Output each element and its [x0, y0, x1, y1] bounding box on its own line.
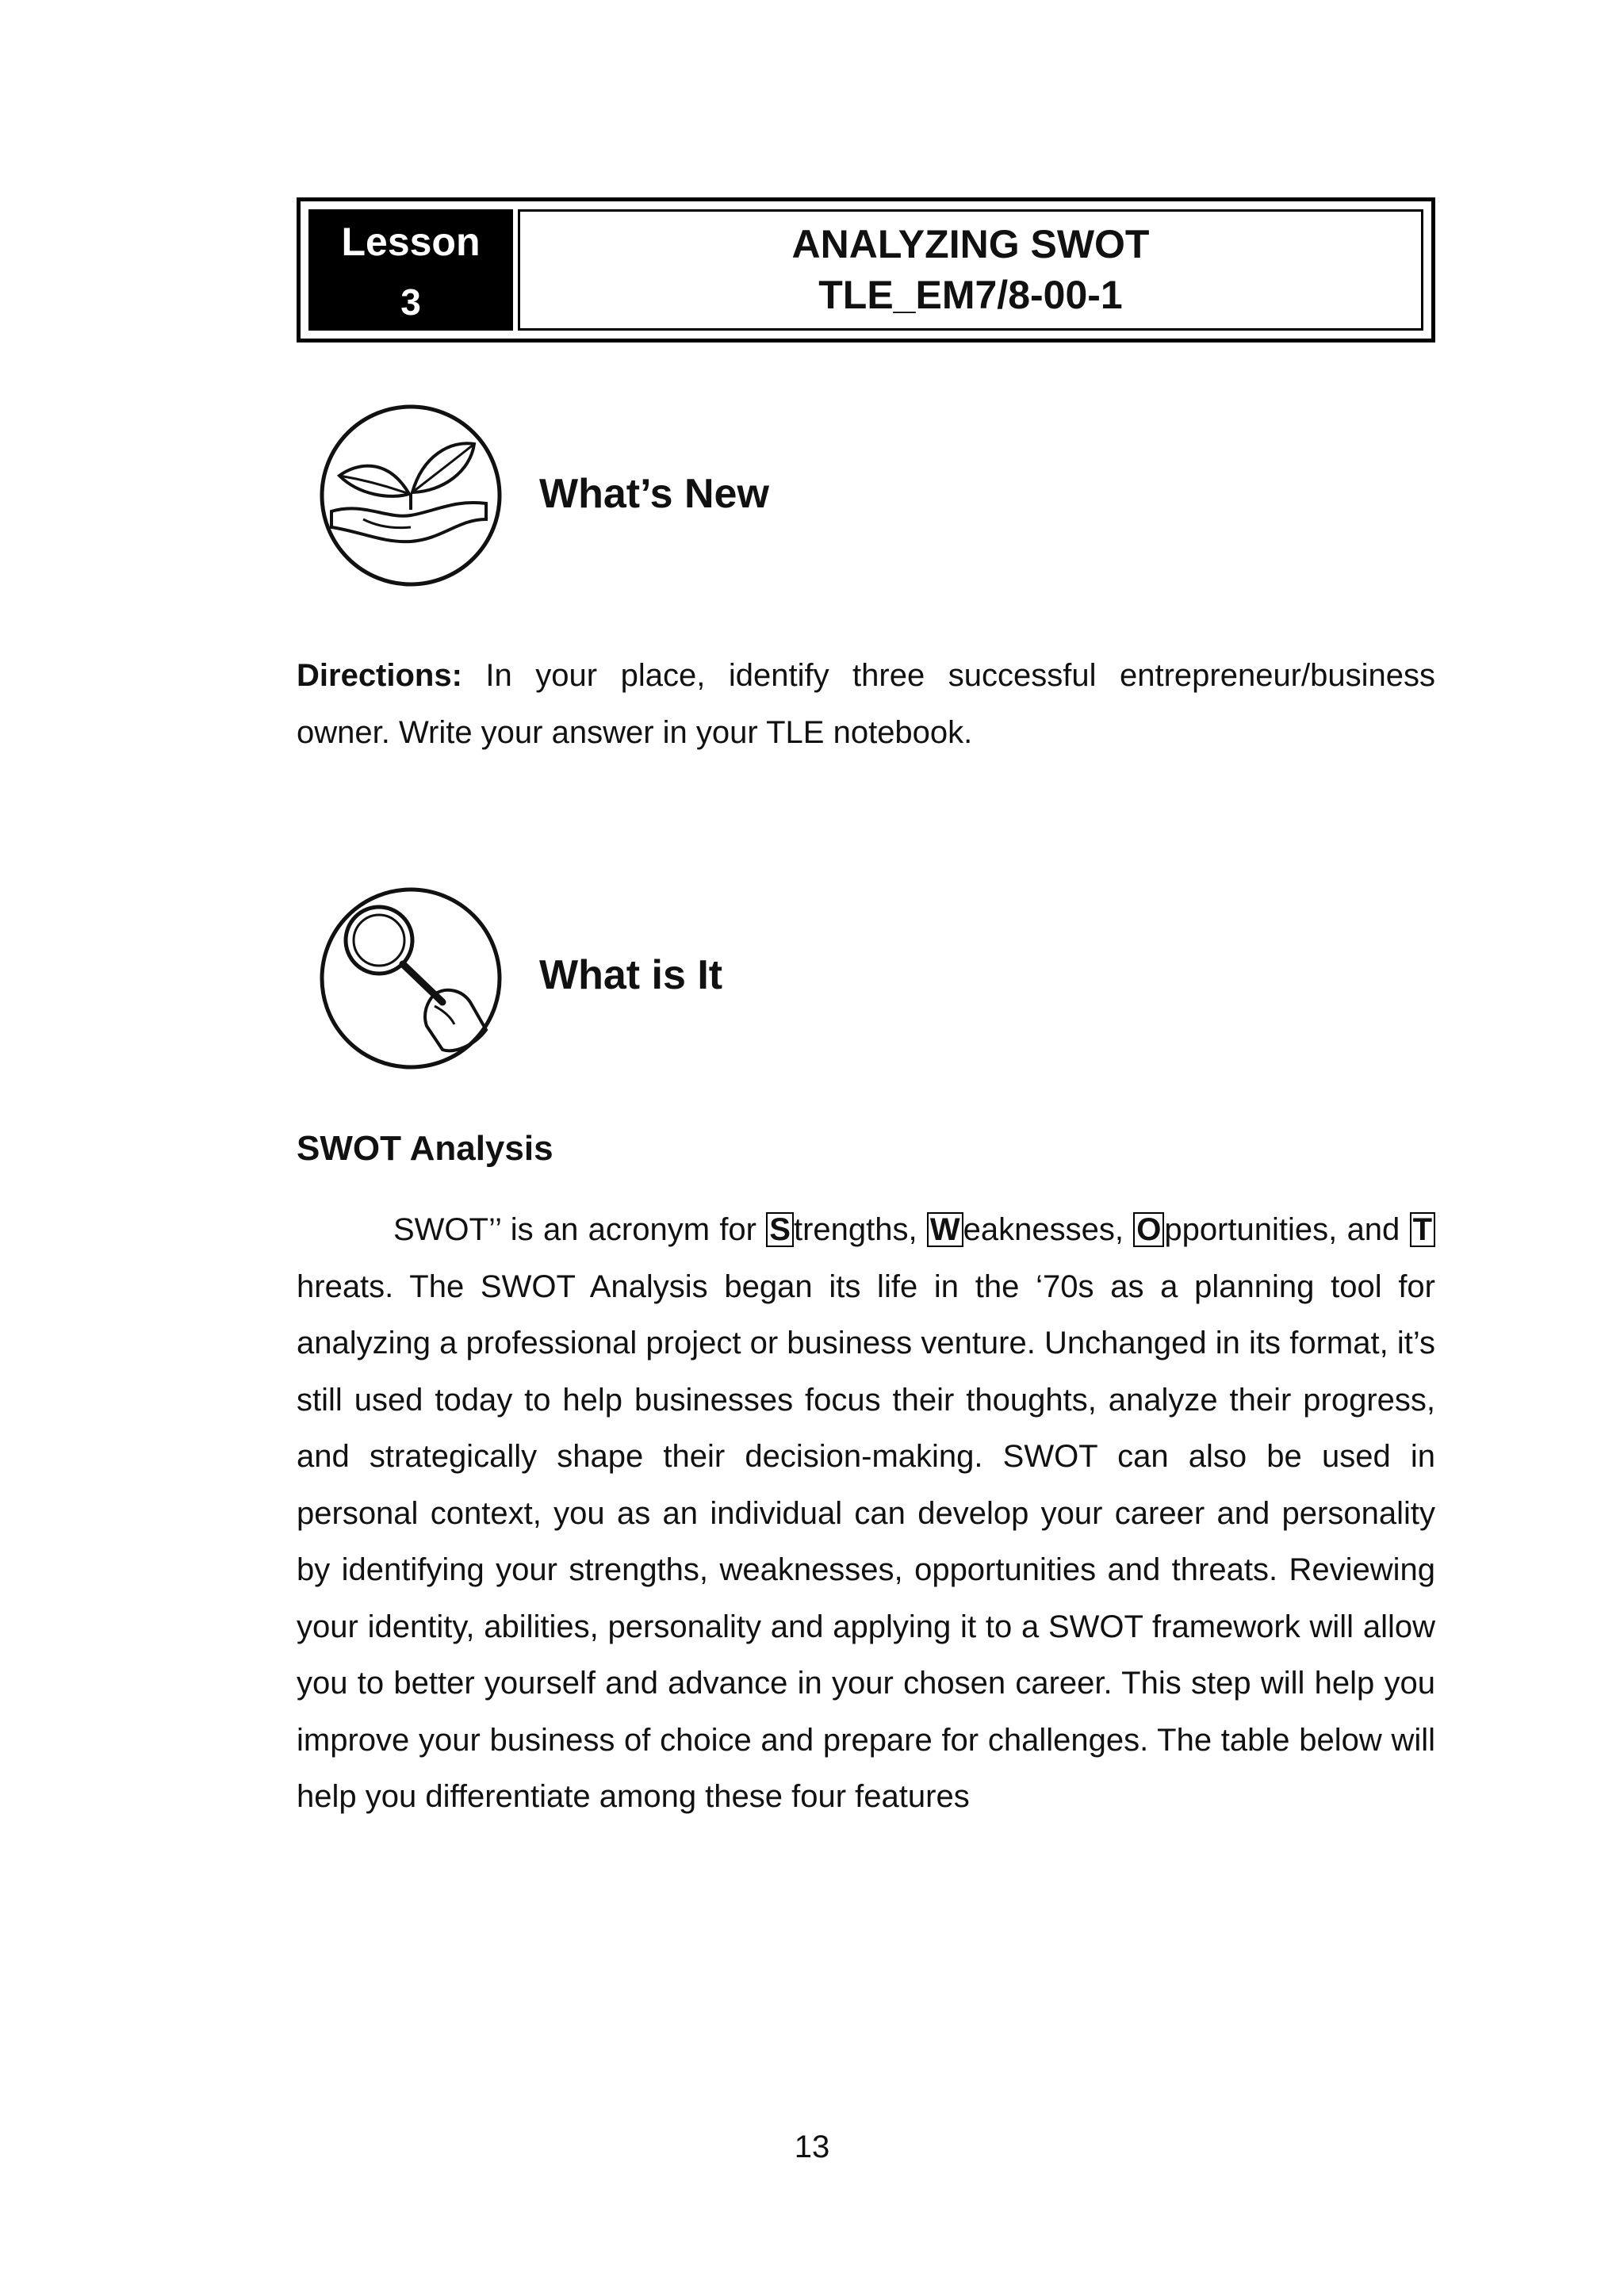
swot-s-rest: trengths, [793, 1212, 917, 1247]
directions-text [297, 647, 1435, 761]
letter-w-box: W [927, 1212, 963, 1247]
swot-o-rest: pportunities, [1164, 1212, 1338, 1247]
magnifying-glass-icon [316, 883, 506, 1073]
lesson-title: ANALYZING SWOT [791, 222, 1150, 266]
directions-body: In your place, identify three successful entrepreneur/business owner. Write your answer in your TLE notebook. [297, 658, 1435, 750]
swot-intro: SWOT’’ is an acronym for [393, 1212, 756, 1247]
letter-o-box: O [1133, 1212, 1164, 1247]
swot-and: and [1346, 1212, 1400, 1247]
seedling-in-hand-icon [316, 400, 506, 591]
letter-s-box: S [766, 1212, 794, 1247]
letter-t-box: T [1410, 1212, 1435, 1247]
lesson-code: TLE_EM7/8-00-1 [818, 273, 1123, 317]
directions-label: Directions: [297, 658, 462, 693]
swot-body: hreats. The SWOT Analysis began its life in the ‘70s as a planning tool for analyzing a professional project or business venture. Unchanged in its format, it’s still used today to help businesses focus their thoughts, analyze their progress, and strategically shape their decision-making. SWOT can also be used in personal context, you as an individual can develop your career and personality by identifying your strengths, weaknesses, opportunities and threats. Reviewing your identity, abilities, personality and applying it to a SWOT framework will allow you to better yourself and advance in your chosen career. This step will help you improve your business of choice and prepare for challenges. The table below will help you differentiate among these four features [297, 1269, 1435, 1814]
lesson-number: 3 [400, 281, 421, 323]
swot-heading: SWOT Analysis [297, 1129, 553, 1168]
what-is-it-heading: What is It [539, 952, 723, 998]
swot-w-rest: eaknesses, [963, 1212, 1124, 1247]
whats-new-heading: What’s New [539, 471, 769, 517]
lesson-banner [297, 197, 1435, 342]
swot-paragraph [297, 1202, 1435, 1826]
lesson-tag [308, 209, 513, 331]
lesson-title-box [518, 209, 1423, 331]
lesson-label: Lesson [341, 220, 481, 264]
page-number: 13 [794, 2130, 830, 2164]
